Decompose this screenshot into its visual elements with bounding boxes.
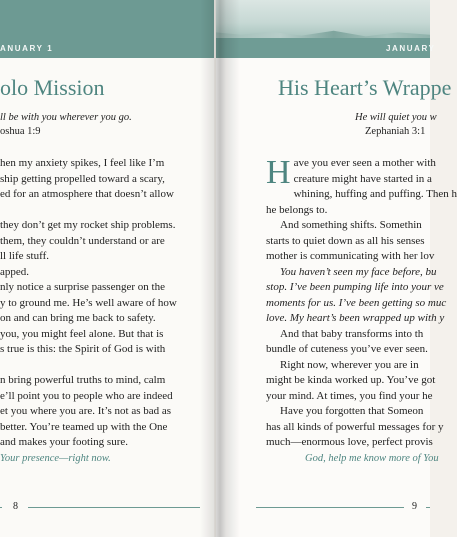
right-body-line: mother is communicating with her lov bbox=[266, 250, 435, 262]
left-page bbox=[0, 0, 214, 537]
left-body-line: e’ll point you to people who are indeed bbox=[0, 389, 173, 402]
right-body-line: whining, huffing and puffing. Then h bbox=[293, 188, 457, 200]
right-verse-reference: Zephaniah 3:1 bbox=[365, 126, 426, 137]
left-body-line: et you where you are. It’s not as bad as bbox=[0, 405, 172, 417]
right-body-line: ave you ever seen a mother with bbox=[293, 157, 436, 169]
left-body-line: s true is this: the Spirit of God is with bbox=[0, 343, 166, 355]
left-body-line: and makes your footing sure. bbox=[0, 436, 128, 448]
right-body-line: might be kinda worked up. You’ve got bbox=[266, 374, 436, 386]
left-footer-rule-b bbox=[28, 507, 200, 508]
right-body-line: creature might have started in a bbox=[293, 172, 432, 185]
right-body-line: much—enormous love, perfect provis bbox=[266, 436, 433, 448]
left-body-line: on and can bring me back to safety. bbox=[0, 312, 156, 324]
right-body-text bbox=[266, 154, 457, 451]
right-body-line: Have you forgotten that Someon bbox=[280, 405, 424, 417]
left-footer-rule-a bbox=[0, 507, 2, 508]
right-body-line: your mind. At times, you find your he bbox=[266, 389, 433, 402]
right-devotion-title: His Heart’s Wrappe bbox=[278, 75, 452, 100]
left-body-line bbox=[0, 358, 177, 374]
right-body-line: And something shifts. Somethin bbox=[280, 219, 422, 231]
left-body-line: hen my anxiety spikes, I feel like I’m bbox=[0, 157, 165, 169]
right-footer-rule-b bbox=[426, 507, 430, 508]
left-devotion-title: olo Mission bbox=[0, 75, 105, 100]
right-body-line: he belongs to. bbox=[266, 203, 328, 216]
left-body-line: apped. bbox=[0, 265, 30, 278]
right-body-line: stop. I’ve been pumping life into your ve bbox=[266, 281, 444, 293]
right-body-line: You haven’t seen my face before, bu bbox=[280, 265, 437, 278]
left-prayer: Your presence—right now. bbox=[0, 453, 111, 464]
right-page bbox=[216, 0, 457, 537]
right-body-line: starts to quiet down as all his senses bbox=[266, 234, 425, 247]
left-date-label: ANUARY 1 bbox=[0, 44, 54, 53]
right-date-label: JANUARY bbox=[386, 44, 436, 53]
left-body-line: ed for an atmosphere that doesn’t allow bbox=[0, 188, 174, 200]
right-body-line: has all kinds of powerful messages for y bbox=[266, 420, 444, 433]
left-body-line: ll life stuff. bbox=[0, 250, 49, 262]
left-body-line bbox=[0, 203, 177, 219]
right-footer-rule-a bbox=[256, 507, 404, 508]
drop-cap: H bbox=[266, 154, 291, 191]
right-body-line: And that baby transforms into th bbox=[280, 327, 424, 340]
left-body-text bbox=[0, 156, 177, 451]
left-body-line: ship getting propelled toward a scary, bbox=[0, 172, 165, 185]
right-page-number: 9 bbox=[412, 501, 417, 512]
left-verse-reference: oshua 1:9 bbox=[0, 126, 41, 137]
left-body-line: better. You’re teamed up with the One bbox=[0, 420, 168, 433]
left-page-number: 8 bbox=[13, 501, 18, 512]
left-body-line: them, they couldn’t understand or are bbox=[0, 234, 165, 247]
left-body-line: n bring powerful truths to mind, calm bbox=[0, 374, 166, 386]
left-verse: ll be with you wherever you go. bbox=[0, 112, 132, 123]
watercolor-wash bbox=[216, 0, 430, 38]
left-body-line: nly notice a surprise passenger on the bbox=[0, 281, 165, 293]
right-body-line: bundle of cuteness you’ve ever seen. bbox=[266, 343, 428, 355]
right-body-line: moments for us. I’ve been getting so muc bbox=[266, 296, 447, 309]
right-body-line: Right now, wherever you are in bbox=[280, 358, 419, 371]
right-prayer: God, help me know more of You bbox=[305, 453, 439, 464]
right-verse: He will quiet you w bbox=[355, 112, 437, 123]
right-body-line: love. My heart’s been wrapped up with y bbox=[266, 312, 445, 324]
left-body-line: you, you might feel alone. But that is bbox=[0, 327, 164, 340]
right-first-paragraph bbox=[266, 154, 436, 191]
left-body-line: y to ground me. He’s well aware of how bbox=[0, 296, 177, 309]
left-body-line: they don’t get my rocket ship problems. bbox=[0, 219, 176, 231]
